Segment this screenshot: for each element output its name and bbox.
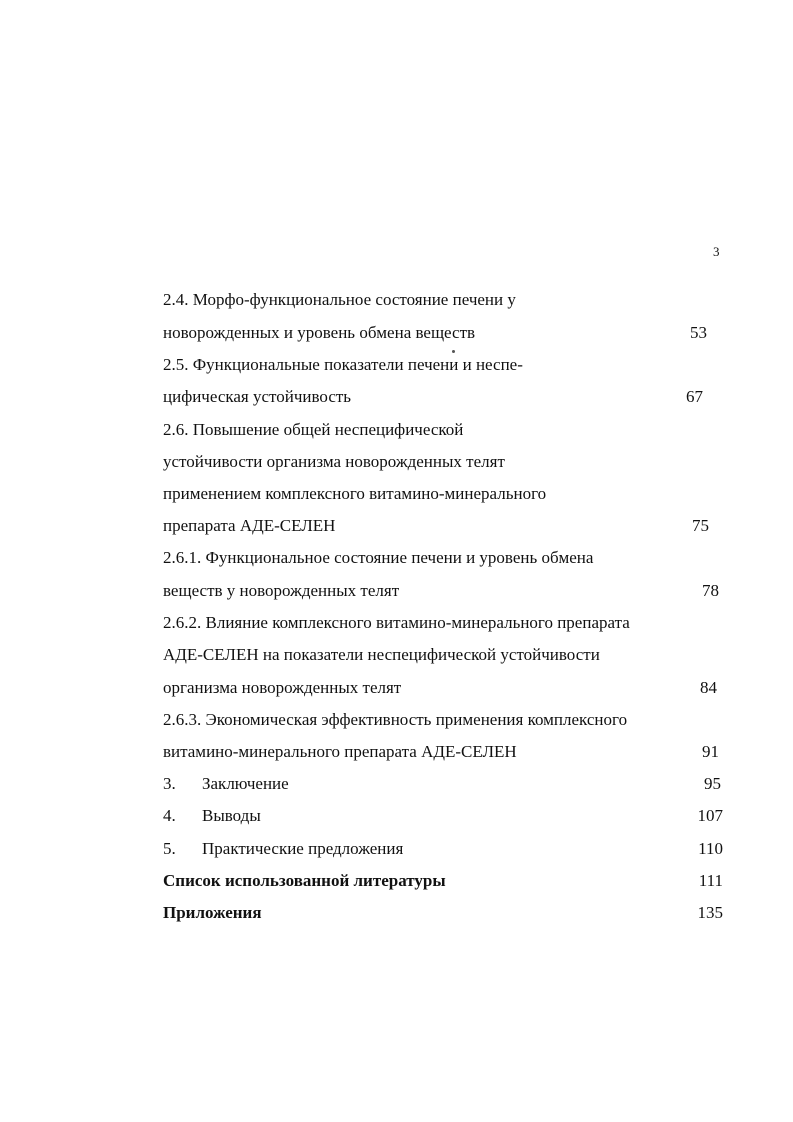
- toc-entry-label: Практические предложения: [202, 839, 404, 858]
- toc-entry: [163, 321, 723, 345]
- toc-entry-page: 53: [690, 323, 707, 342]
- toc-entry: [163, 804, 723, 828]
- page-number: 3: [713, 244, 720, 259]
- toc-entry: [163, 901, 723, 925]
- toc-entry: [163, 482, 723, 506]
- toc-entry-text: препарата АДЕ-СЕЛЕН: [163, 516, 336, 535]
- toc-entry: [163, 611, 723, 635]
- toc-entry-text: 2.4. Морфо-функциональное состояние печени у: [163, 290, 516, 309]
- toc-entry-number: 5.: [163, 839, 176, 858]
- toc-entry-number: 3.: [163, 774, 176, 793]
- toc-entry: [163, 740, 723, 764]
- toc-entry-text: [163, 804, 261, 828]
- toc-entry-page: 91: [702, 742, 719, 761]
- toc-entry-text: витамино-минерального препарата АДЕ-СЕЛЕН: [163, 742, 517, 761]
- toc-entry-text: [163, 772, 289, 796]
- toc-entry: [163, 869, 723, 893]
- toc-entry-label: Выводы: [202, 806, 261, 825]
- toc-entry: [163, 288, 723, 312]
- toc-entry-label: Заключение: [202, 774, 289, 793]
- toc-entry: [163, 514, 723, 538]
- toc-entry-page: 110: [698, 839, 723, 858]
- toc-entry-text: 2.6.3. Экономическая эффективность применения комплексного: [163, 710, 628, 729]
- toc-entry: [163, 837, 723, 861]
- toc-entry-text: организма новорожденных телят: [163, 678, 402, 697]
- toc-entry-text: Список использованной литературы: [163, 871, 446, 890]
- toc-entry: [163, 643, 723, 667]
- toc-entry-text: 2.6.2. Влияние комплексного витамино-минерального препарата: [163, 613, 630, 632]
- toc-entry-text: АДЕ-СЕЛЕН на показатели неспецифической устойчивости: [163, 645, 600, 664]
- toc-entry: [163, 772, 723, 796]
- toc-entry-text: новорожденных и уровень обмена веществ: [163, 323, 476, 342]
- toc-entry-text: веществ у новорожденных телят: [163, 581, 400, 600]
- toc-entry: [163, 418, 723, 442]
- toc-entry-page: 107: [697, 806, 723, 825]
- toc-entry-text: Приложения: [163, 903, 262, 922]
- toc-entry-text: 2.6. Повышение общей неспецифической: [163, 420, 464, 439]
- toc-entry: [163, 353, 723, 377]
- toc-entry-page: 111: [698, 871, 723, 890]
- toc-entry-page: 84: [700, 678, 717, 697]
- toc-entry-page: 75: [692, 516, 709, 535]
- toc-entry: [163, 579, 723, 603]
- toc-entry-number: 4.: [163, 806, 176, 825]
- toc-entry-text: 2.6.1. Функциональное состояние печени и уровень обмена: [163, 548, 594, 567]
- toc-entry: [163, 450, 723, 474]
- toc-entry-text: цифическая устойчивость: [163, 387, 352, 406]
- toc-entry-text: применением комплексного витамино-минерального: [163, 484, 547, 503]
- scan-speck: [452, 350, 455, 353]
- toc-entry: [163, 708, 723, 732]
- toc-entry-text: [163, 837, 403, 861]
- toc-entry: [163, 546, 723, 570]
- toc-entry-text: 2.5. Функциональные показатели печени и неспе-: [163, 355, 523, 374]
- toc-entry: [163, 676, 723, 700]
- toc-entry-page: 135: [697, 903, 723, 922]
- toc-entry: [163, 385, 723, 409]
- toc-entry-page: 95: [704, 774, 721, 793]
- toc-entry-text: устойчивости организма новорожденных телят: [163, 452, 505, 471]
- toc-entry-page: 78: [702, 581, 719, 600]
- toc-entry-page: 67: [686, 387, 703, 406]
